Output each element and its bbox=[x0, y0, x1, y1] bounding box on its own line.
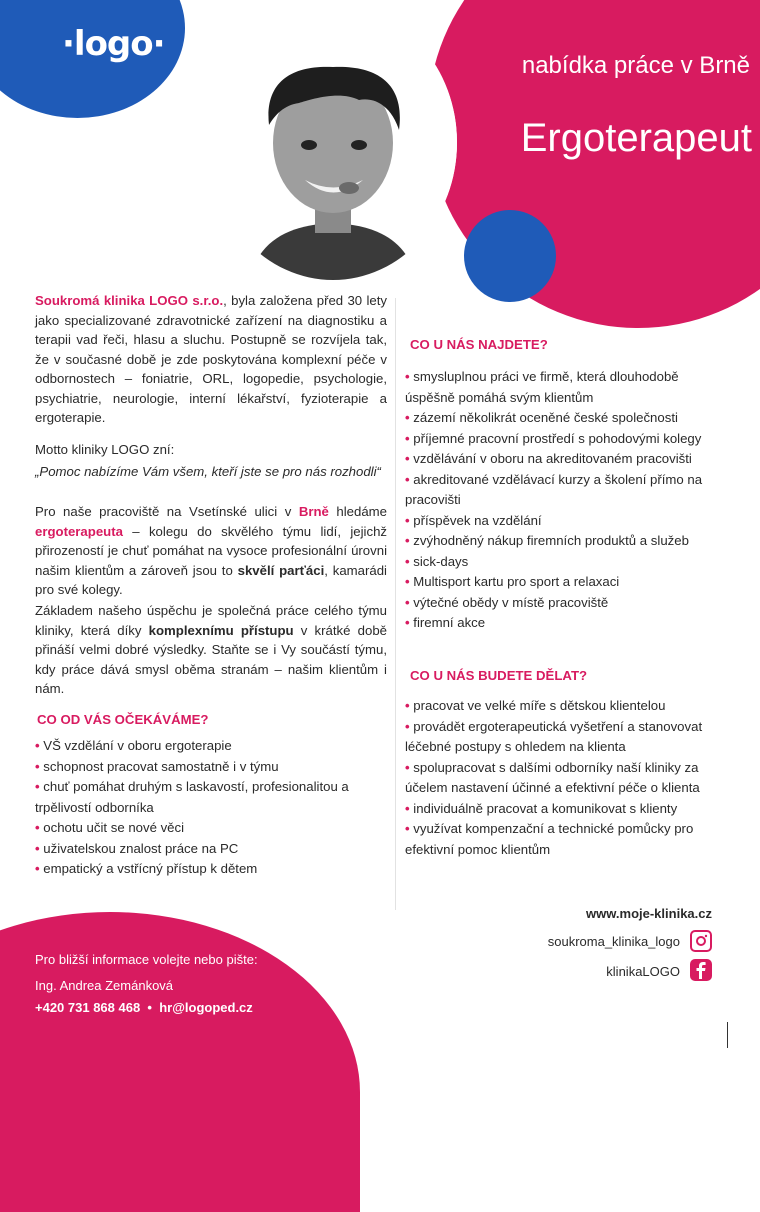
decor-circle bbox=[464, 210, 556, 302]
expect-heading: CO OD VÁS OČEKÁVÁME? bbox=[37, 712, 209, 727]
column-divider bbox=[395, 298, 396, 910]
offer-list bbox=[405, 367, 730, 634]
job-title: Ergoterapeut bbox=[520, 116, 752, 160]
offer-heading: CO U NÁS NAJDETE? bbox=[410, 337, 548, 352]
expect-list bbox=[35, 736, 380, 880]
list-item: • ochotu učit se nové věci bbox=[35, 818, 380, 839]
list-item: • pracovat ve velké míře s dětskou klientelou bbox=[405, 696, 730, 717]
search-text: Pro naše pracoviště na Vsetínské ulici v bbox=[35, 504, 299, 519]
website-link[interactable]: www.moje-klinika.cz bbox=[586, 906, 712, 921]
job-subtitle: nabídka práce v Brně bbox=[521, 52, 750, 79]
basis-text: v krátké době přináší velmi dobré výsledky. Staňte se i Vy součástí týmu, kdy práce dává smysl oběma stranám – našim klientům i nám. bbox=[35, 622, 387, 696]
city-name: Brně bbox=[298, 504, 329, 519]
intro-paragraph bbox=[35, 291, 387, 428]
company-name: Soukromá klinika LOGO s.r.o. bbox=[35, 293, 224, 308]
list-item: • sick-days bbox=[405, 552, 730, 573]
search-paragraph bbox=[35, 502, 387, 600]
list-item: • zvýhodněný nákup firemních produktů a služeb bbox=[405, 531, 730, 552]
list-item: • zázemí několikrát oceněné české společnosti bbox=[405, 408, 730, 429]
list-item: • chuť pomáhat druhým s laskavostí, profesionalitou a trpělivostí odborníka bbox=[35, 777, 380, 818]
instagram-icon[interactable] bbox=[690, 930, 712, 952]
list-item: • spolupracovat s dalšími odborníky naší kliniky za účelem nastavení účinné a efektivní péče o klienta bbox=[405, 758, 730, 799]
duties-heading: CO U NÁS BUDETE DĚLAT? bbox=[410, 668, 588, 683]
list-item: • akreditované vzdělávací kurzy a školení přímo na pracovišti bbox=[405, 470, 730, 511]
list-item: • empatický a vstřícný přístup k dětem bbox=[35, 859, 380, 880]
role-name: ergoterapeuta bbox=[35, 523, 123, 539]
list-item: • Multisport kartu pro sport a relaxaci bbox=[405, 572, 730, 593]
list-item: • provádět ergoterapeutická vyšetření a stanovovat léčebné postupy s ohledem na klienta bbox=[405, 717, 730, 758]
motto-quote: „Pomoc nabízíme Vám všem, kteří jste se pro nás rozhodli“ bbox=[35, 464, 381, 479]
search-bold: skvělí parťáci bbox=[237, 562, 325, 578]
search-text: hledáme bbox=[328, 504, 387, 519]
contact-name: Ing. Andrea Zemánková bbox=[35, 978, 174, 993]
contact-line bbox=[35, 1000, 253, 1015]
duties-list bbox=[405, 696, 730, 860]
bullet-separator: • bbox=[143, 1000, 156, 1015]
contact-phone[interactable]: +420 731 868 468 bbox=[35, 1000, 141, 1015]
facebook-icon[interactable] bbox=[690, 959, 712, 981]
motto-label: Motto kliniky LOGO zní: bbox=[35, 442, 175, 457]
list-item: • VŠ vzdělání v oboru ergoterapie bbox=[35, 736, 380, 757]
facebook-glyph-icon bbox=[690, 959, 712, 981]
basis-text: Základem našeho úspěchu je společná práce celého týmu kliniky, která díky bbox=[35, 603, 387, 638]
list-item: • výtečné obědy v místě pracoviště bbox=[405, 593, 730, 614]
list-item: • schopnost pracovat samostatně i v týmu bbox=[35, 757, 380, 778]
logo: ·logo· bbox=[62, 24, 165, 64]
crop-mark bbox=[727, 1022, 728, 1048]
basis-paragraph bbox=[35, 601, 387, 699]
contact-label: Pro bližší informace volejte nebo pište: bbox=[35, 952, 258, 967]
list-item: • individuálně pracovat a komunikovat s klienty bbox=[405, 799, 730, 820]
child-portrait-icon bbox=[209, 5, 457, 280]
list-item: • příjemné pracovní prostředí s pohodovými kolegy bbox=[405, 429, 730, 450]
basis-bold: komplexnímu přístupu bbox=[148, 622, 294, 638]
facebook-handle[interactable]: klinikaLOGO bbox=[606, 964, 680, 979]
intro-text: , byla založena před 30 lety jako specializované zdravotnické zařízení na diagnostiku a terapii vad řeči, hlasu a sluchu. Postupně se rozvíjela tak, že v současné době je zde poskytována komplexní péče v odbornostech – foniatrie, ORL, logopedie, psychologie, psychiatrie, neurologie, interní lékařství, fyzioterapie a ergoterapie. bbox=[35, 293, 387, 425]
search-text: – kolegu do skvělého týmu lidí, jejichž přirozeností je chuť pomáhat na vysoce profesionální úrovni našim klientům a zároveň jsou to bbox=[35, 523, 387, 578]
list-item: • příspěvek na vzdělání bbox=[405, 511, 730, 532]
list-item: • uživatelskou znalost práce na PC bbox=[35, 839, 380, 860]
instagram-handle[interactable]: soukroma_klinika_logo bbox=[547, 934, 680, 949]
contact-email[interactable]: hr@logoped.cz bbox=[159, 1000, 253, 1015]
list-item: • smysluplnou práci ve firmě, která dlouhodobě úspěšně pomáhá svým klientům bbox=[405, 367, 730, 408]
list-item: • vzdělávání v oboru na akreditovaném pracovišti bbox=[405, 449, 730, 470]
instagram-glyph-icon bbox=[692, 932, 710, 950]
list-item: • firemní akce bbox=[405, 613, 730, 634]
list-item: • využívat kompenzační a technické pomůcky pro efektivní pomoc klientům bbox=[405, 819, 730, 860]
search-text: , kamarádi pro své kolegy. bbox=[35, 562, 387, 597]
child-photo bbox=[209, 5, 457, 280]
